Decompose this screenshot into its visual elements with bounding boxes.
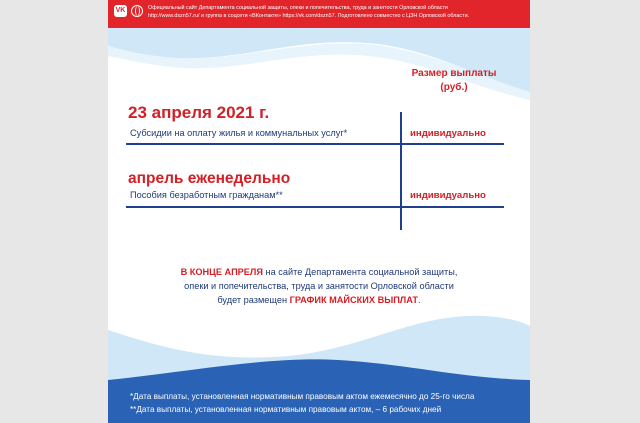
payment-item-2: Пособия безработным гражданам** — [130, 190, 283, 200]
wave-background — [108, 0, 530, 423]
notice-line-3-end: . — [418, 295, 421, 305]
amount-title-line-1: Размер выплаты — [411, 68, 497, 79]
footnote-2: **Дата выплаты, установленная нормативным правовым актом, – 6 рабочих дней — [130, 405, 442, 414]
vk-icon[interactable]: VK — [114, 5, 127, 17]
notice-highlight: ГРАФИК МАЙСКИХ ВЫПЛАТ — [289, 295, 419, 305]
notice-line-2: опеки и попечительства, труда и занятости Орловской области — [184, 281, 454, 291]
poster — [108, 0, 530, 423]
footer-notes — [108, 389, 530, 423]
notice-line-3-start: будет размещен — [217, 295, 290, 305]
table-column-divider — [400, 112, 402, 230]
table-divider-1 — [126, 143, 504, 145]
header-banner — [108, 0, 530, 28]
payment-date-1: 23 апреля 2021 г. — [128, 103, 270, 122]
amount-title-line-2: (руб.) — [440, 82, 468, 93]
payment-amount-2: индивидуально — [410, 190, 486, 201]
header-line-2: http://www.dszn57.ru/ и группа в соцсети «ВКонтакте» https://vk.com/dszn57. Подготовлено совместно с ЦЗН Орловской области. — [148, 13, 470, 19]
header-line-1: Официальный сайт Департамента социальной защиты, опеки и попечительства, труда и занятости Орловской области — [148, 5, 448, 11]
footnote-1: *Дата выплаты, установленная нормативным правовым актом ежемесячно до 25-го числа — [130, 392, 475, 401]
payment-item-1: Субсидии на оплату жилья и коммунальных услуг* — [130, 128, 348, 138]
amount-column-title — [410, 67, 498, 95]
globe-icon[interactable] — [131, 5, 143, 17]
notice-line-3 — [128, 293, 510, 307]
payment-amount-1: индивидуально — [410, 128, 486, 139]
notice-line-1-rest: на сайте Департамента социальной защиты, — [263, 267, 458, 277]
notice-text — [128, 265, 510, 307]
notice-lead: В КОНЦЕ АПРЕЛЯ — [180, 267, 263, 277]
table-divider-2 — [126, 206, 504, 208]
notice-line-1 — [128, 265, 510, 279]
payment-date-2: апрель еженедельно — [128, 170, 291, 187]
